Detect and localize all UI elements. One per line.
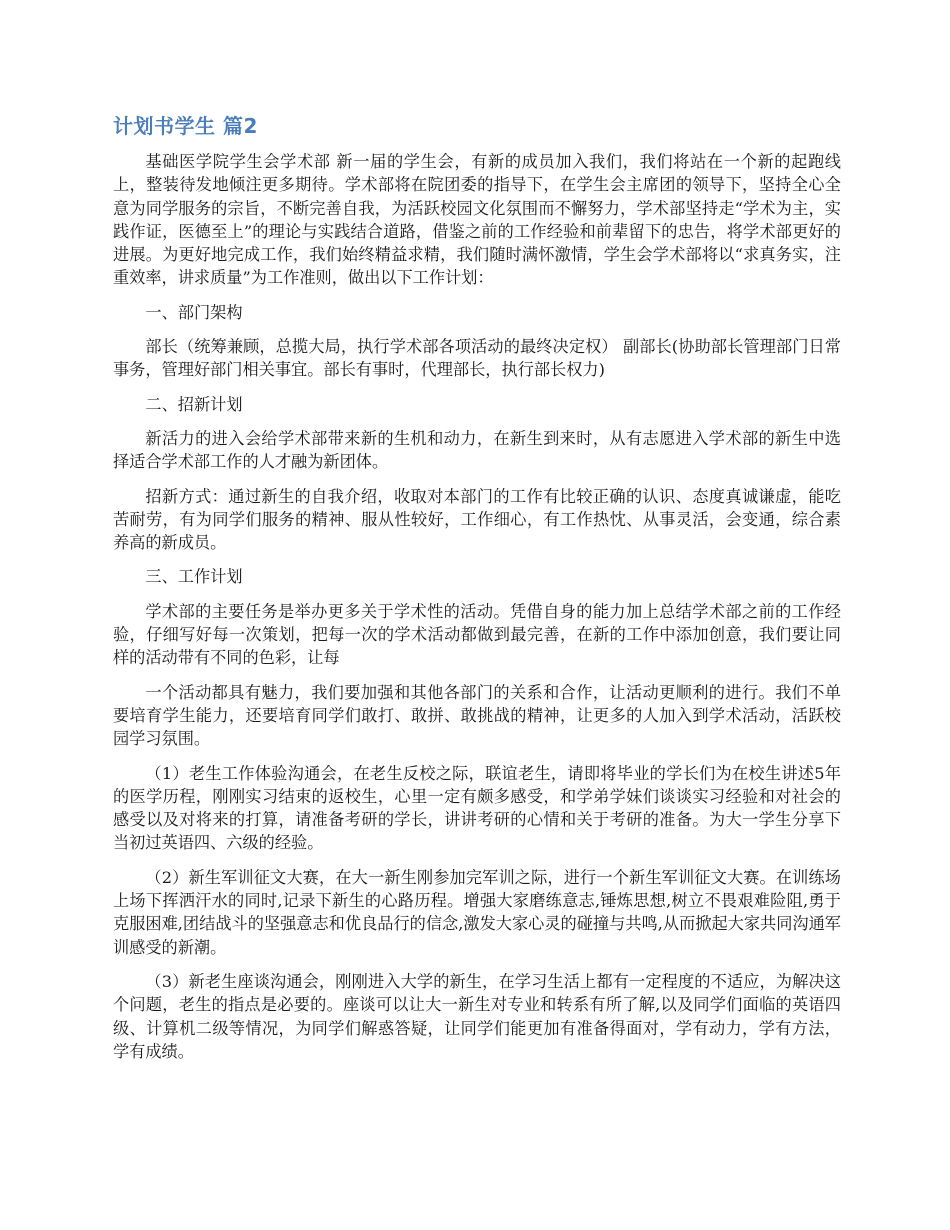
section-heading-work-plan: 三、工作计划: [145, 567, 243, 587]
document-body: [113, 112, 841, 1074]
section-heading-recruitment: 二、招新计划: [145, 394, 243, 414]
recruitment-paragraph: 新活力的进入会给学术部带来新的生机和动力，在新生到来时，从有志愿进入学术部的新生中选择适合学术部工作的人才融为新团体。: [113, 428, 841, 472]
recruitment-method-paragraph: 招新方式：通过新生的自我介绍，收取对本部门的工作有比较正确的认识、态度真诚谦虚，能吃苦耐劳，有为同学们服务的精神、服从性较好，工作细心，有工作热忱、从事灵活，会变通，综合素养高的新成员。: [113, 486, 841, 553]
plan-item-2-paragraph: （2）新生军训征文大赛，在大一新生刚参加完军训之际，进行一个新生军训征文大赛。在训练场上场下挥洒汗水的同时,记录下新生的心路历程。增强大家磨练意志,锤炼思想,树立不畏艰难险阻,勇于克服困难,团结战斗的坚强意志和优良品行的信念,激发大家心灵的碰撞与共鸣,从而掀起大家共同沟通军训感受的新潮。: [113, 867, 841, 957]
department-structure-paragraph: 部长（统筹兼顾，总揽大局，执行学术部各项活动的最终决定权） 副部长(协助部长管理部门日常事务，管理好部门相关事宜。部长有事时，代理部长，执行部长权力): [113, 337, 841, 380]
work-plan-paragraph: 学术部的主要任务是举办更多关于学术性的活动。凭借自身的能力加上总结学术部之前的工作经验，仔细写好每一次策划，把每一次的学术活动都做到最完善，在新的工作中添加创意，我们要让同样的活动带有不同的色彩，让每: [113, 601, 841, 668]
plan-item-3-paragraph: （3）新老生座谈沟通会，刚刚进入大学的新生，在学习生活上都有一定程度的不适应，为解决这个问题，老生的指点是必要的。座谈可以让大一新生对专业和转系有所了解,以及同学们面临的英语四级、计算机二级等情况，为同学们解惑答疑，让同学们能更加有准备得面对，学有动力，学有方法，学有成绩。: [113, 971, 841, 1061]
section-heading-department: 一、部门架构: [145, 302, 243, 322]
intro-paragraph: 基础医学院学生会学术部 新一届的学生会，有新的成员加入我们，我们将站在一个新的起跑线上，整装待发地倾注更多期待。学术部将在院团委的指导下，在学生会主席团的领导下，坚持全心全意为同学服务的宗旨，不断完善自我，为活跃校园文化氛围而不懈努力，学术部坚持走“学术为主，实践作证，医德至上”的理论与实践结合道路，借鉴之前的工作经验和前辈留下的忠告，将学术部更好的进展。为更好地完成工作，我们始终精益求精，我们随时满怀激情，学生会学术部将以“求真务实，注重效率，讲求质量”为工作准则，做出以下工作计划：: [113, 152, 841, 288]
document-title: 计划书学生 篇2: [113, 114, 258, 138]
plan-item-1-paragraph: （1）老生工作体验沟通会，在老生反校之际，联谊老生，请即将毕业的学长们为在校生讲述5年的医学历程，刚刚实习结束的返校生，心里一定有颇多感受，和学弟学妹们谈谈实习经验和对社会的感受以及对将来的打算，请准备考研的学长，讲讲考研的心情和关于考研的准备。为大一学生分享下当初过英语四、六级的经验。: [113, 763, 841, 853]
work-plan-continued-paragraph: 一个活动都具有魅力，我们要加强和其他各部门的关系和合作，让活动更顺利的进行。我们不单要培育学生能力，还要培育同学们敢打、敢拼、敢挑战的精神，让更多的人加入到学术活动，活跃校园学习氛围。: [113, 682, 841, 749]
